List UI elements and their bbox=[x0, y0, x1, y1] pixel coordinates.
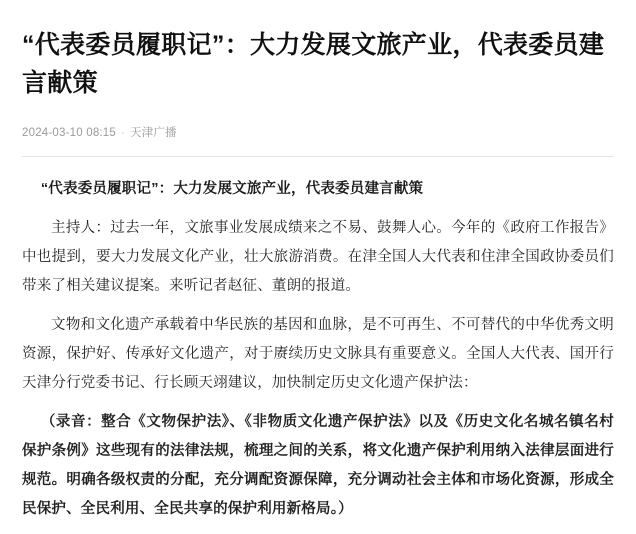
meta-separator: · bbox=[121, 127, 126, 139]
publish-date: 2024-03-10 08:15 bbox=[22, 127, 116, 139]
article-subtitle: “代表委员履职记”：大力发展文旅产业，代表委员建言献策 bbox=[40, 181, 424, 197]
paragraph-recording: （录音：整合《文物保护法》、《非物质文化遗产保护法》以及《历史文化名城名镇名村保护条例》这些现有的法律法规，梳理之间的关系，将文化遗产保护利用纳入法律层面进行规范。明确各级权责的分配，充分调配资源保障，充分调动社会主体和市场化资源，形成全民保护、全民利用、全民共享的保护利用新格局。） bbox=[22, 414, 614, 517]
paragraph-heritage: 文物和文化遗产承载着中华民族的基因和血脉，是不可再生、不可替代的中华优秀文明资源，保护好、传承好文化遗产，对于赓续历史文脉具有重要意义。全国人大代表、国开行天津分行党委书记、行长顾天翊建议，加快制定历史文化遗产保护法： bbox=[22, 317, 614, 391]
article-body bbox=[22, 175, 614, 524]
header-divider bbox=[22, 156, 614, 157]
source-name: 天津广播 bbox=[130, 127, 177, 139]
paragraph-host-intro: 主持人：过去一年，文旅事业发展成绩来之不易、鼓舞人心。今年的《政府工作报告》中也提到，要大力发展文化产业，壮大旅游消费。在津全国人大代表和住津全国政协委员们带来了相关建议提案。来听记者赵征、董朗的报道。 bbox=[22, 220, 614, 294]
page-title: “代表委员履职记”：大力发展文旅产业，代表委员建言献策 bbox=[22, 31, 605, 97]
article-meta bbox=[22, 124, 614, 140]
